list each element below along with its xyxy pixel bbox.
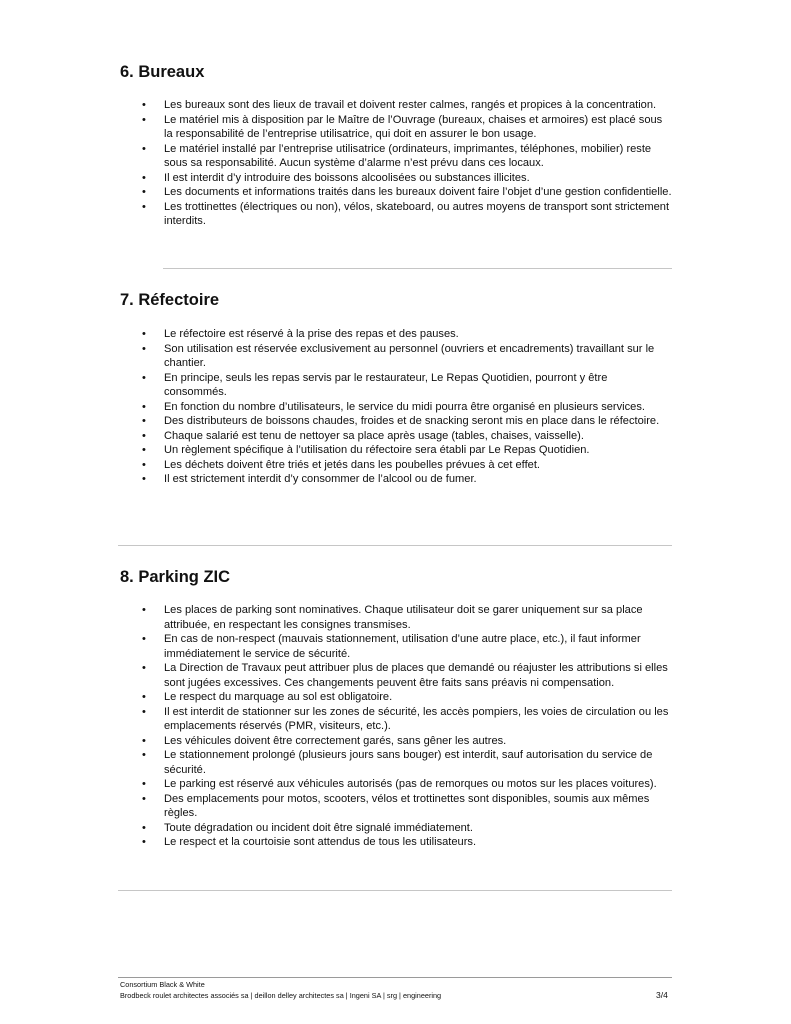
section-title: 6. Bureaux — [120, 63, 205, 81]
list-item: • Il est interdit d’y introduire des boissons alcoolisées ou substances illicites. — [142, 171, 672, 186]
list-item: • Le respect et la courtoisie sont attendus de tous les utilisateurs. — [142, 835, 672, 850]
list-item: • Le respect du marquage au sol est obligatoire. — [142, 690, 672, 705]
list-item: • Chaque salarié est tenu de nettoyer sa place après usage (tables, chaises, vaisselle). — [142, 429, 672, 444]
list-item: • En cas de non-respect (mauvais stationnement, utilisation d’une autre place, etc.), il faut informer immédiatement le service de sécurité. — [142, 632, 672, 661]
section-parking — [120, 567, 672, 848]
section-divider — [118, 890, 672, 891]
section-refectoire — [120, 290, 672, 485]
footer-divider — [118, 977, 672, 978]
list-item: • Les documents et informations traités dans les bureaux doivent faire l’objet d’une gestion confidentielle. — [142, 185, 672, 200]
list-item: • Le matériel mis à disposition par le Maître de l’Ouvrage (bureaux, chaises et armoires) est placé sous la responsabilité de l’entreprise utilisatrice, qui doit en assurer le bon usage. — [142, 113, 672, 142]
list-item: • Un règlement spécifique à l’utilisation du réfectoire sera établi par Le Repas Quotidien. — [142, 443, 672, 458]
list-item: • Le parking est réservé aux véhicules autorisés (pas de remorques ou motos sur les places voitures). — [142, 777, 672, 792]
list-item: • Des distributeurs de boissons chaudes, froides et de snacking seront mis en place dans le réfectoire. — [142, 414, 672, 429]
list-item: • En principe, seuls les repas servis par le restaurateur, Le Repas Quotidien, pourront y être consommés. — [142, 371, 672, 400]
section-title: 8. Parking ZIC — [120, 568, 231, 586]
bullet-list — [142, 327, 672, 487]
list-item: • Le stationnement prolongé (plusieurs jours sans bouger) est interdit, sauf autorisation du service de sécurité. — [142, 748, 672, 777]
list-item: • Les places de parking sont nominatives. Chaque utilisateur doit se garer uniquement sur sa place attribuée, en respectant les consignes transmises. — [142, 603, 672, 632]
list-item: • Des emplacements pour motos, scooters, vélos et trottinettes sont disponibles, soumis aux mêmes règles. — [142, 792, 672, 821]
list-item: • Les véhicules doivent être correctement garés, sans gêner les autres. — [142, 734, 672, 749]
list-item: • Les trottinettes (électriques ou non), vélos, skateboard, ou autres moyens de transport sont strictement interdits. — [142, 200, 672, 229]
page-number: 3/4 — [656, 990, 668, 1000]
list-item: • Le réfectoire est réservé à la prise des repas et des pauses. — [142, 327, 672, 342]
section-divider — [163, 268, 672, 269]
list-item: • La Direction de Travaux peut attribuer plus de places que demandé ou réajuster les attributions si elles sont jugées excessives. Ces changements peuvent être faits sans préavis ni compensation. — [142, 661, 672, 690]
bullet-list — [142, 603, 672, 850]
list-item: • Les bureaux sont des lieux de travail et doivent rester calmes, rangés et propices à la concentration. — [142, 98, 672, 113]
list-item: • Son utilisation est réservée exclusivement au personnel (ouvriers et encadrements) travaillant sur le chantier. — [142, 342, 672, 371]
list-item: • Il est strictement interdit d’y consommer de l’alcool ou de fumer. — [142, 472, 672, 487]
bullet-list — [142, 98, 672, 229]
section-bureaux — [120, 62, 672, 227]
list-item: • Toute dégradation ou incident doit être signalé immédiatement. — [142, 821, 672, 836]
list-item: • Le matériel installé par l’entreprise utilisatrice (ordinateurs, imprimantes, téléphones, mobilier) reste sous sa responsabilité. Aucun système d’alarme n’est prévu dans ces locaux. — [142, 142, 672, 171]
section-divider — [118, 545, 672, 546]
list-item: • Les déchets doivent être triés et jetés dans les poubelles prévues à cet effet. — [142, 458, 672, 473]
list-item: • Il est interdit de stationner sur les zones de sécurité, les accès pompiers, les voies de circulation ou les emplacements réservés (PMR, visiteurs, etc.). — [142, 705, 672, 734]
footer-company: Consortium Black & White — [120, 980, 205, 989]
list-item: • En fonction du nombre d’utilisateurs, le service du midi pourra être organisé en plusieurs services. — [142, 400, 672, 415]
section-title: 7. Réfectoire — [120, 291, 220, 309]
footer-partners: Brodbeck roulet architectes associés sa | deillon delley architectes sa | Ingeni SA | srg | engineering — [120, 991, 442, 1000]
